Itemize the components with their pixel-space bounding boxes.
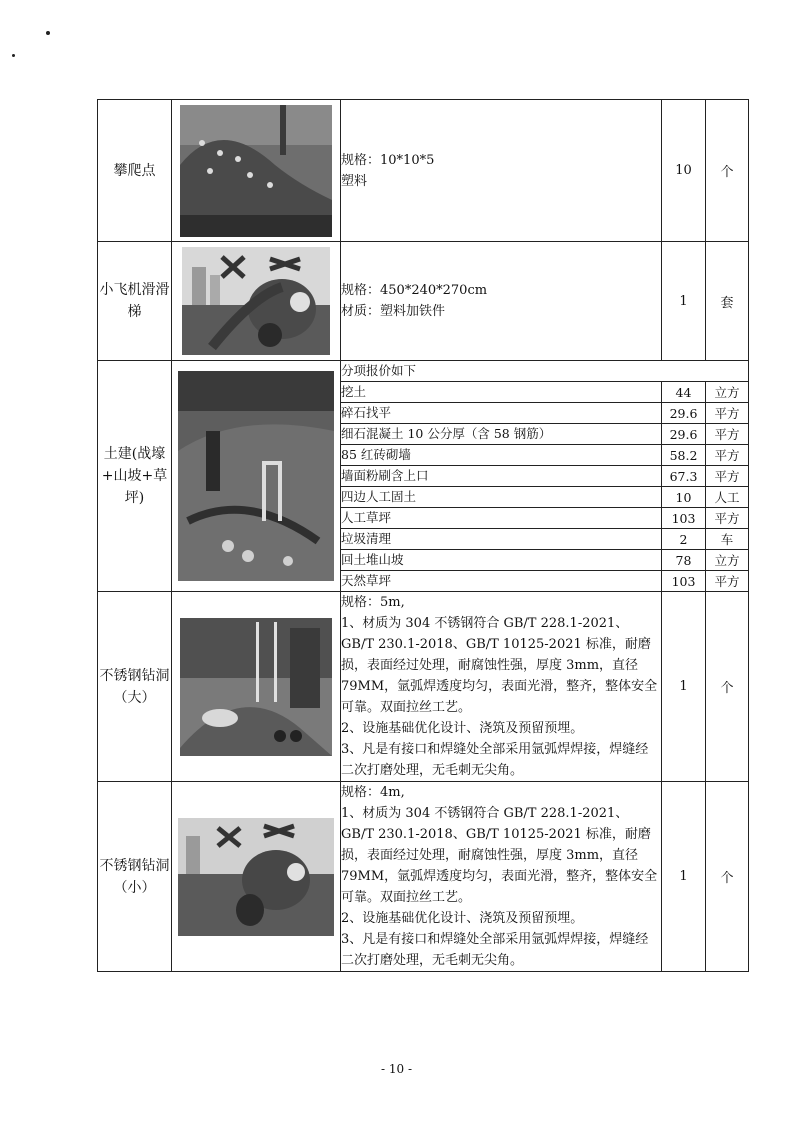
item-qty: 1: [662, 242, 706, 361]
sub-item-unit: 立方: [706, 382, 749, 403]
sub-item-label: 人工草坪: [341, 508, 662, 529]
table-row: [98, 592, 749, 782]
item-name: 不锈钢钻洞（小）: [98, 782, 172, 972]
sub-item-qty: 78: [662, 550, 706, 571]
sub-item-qty: 29.6: [662, 424, 706, 445]
sub-item-unit: 平方: [706, 403, 749, 424]
sub-item-unit: 平方: [706, 445, 749, 466]
spec-line: 3、凡是有接口和焊缝处全部采用氩弧焊焊接，焊缝经二次打磨处理，无毛刺无尖角。: [341, 742, 649, 778]
item-name: 土建(战壕+山坡+草坪): [98, 361, 172, 592]
spec-line: 3、凡是有接口和焊缝处全部采用氩弧焊焊接，焊缝经二次打磨处理，无毛刺无尖角。: [341, 932, 649, 968]
spec-line: 1、材质为 304 不锈钢符合 GB/T 228.1-2021、GB/T 230.1-2018、GB/T 10125-2021 标准，耐磨损，表面经过处理，耐腐蚀性强，厚度 3mm，直径 79MM，氩弧焊透度均匀，表面光滑，整齐，整体安全可靠。双面拉丝工艺。: [341, 806, 658, 905]
tunnel-small-photo: [172, 782, 341, 972]
sub-item-unit: 平方: [706, 508, 749, 529]
sub-header: 分项报价如下: [341, 361, 749, 382]
spec-line: 塑料: [341, 173, 368, 189]
spec-line: 规格：4m,: [341, 785, 405, 800]
sub-item-qty: 44: [662, 382, 706, 403]
sub-item-qty: 103: [662, 508, 706, 529]
sub-item-qty: 29.6: [662, 403, 706, 424]
spec-line: 1、材质为 304 不锈钢符合 GB/T 228.1-2021、GB/T 230.1-2018、GB/T 10125-2021 标准，耐磨损，表面经过处理，耐腐蚀性强，厚度 3mm，直径 79MM，氩弧焊透度均匀，表面光滑，整齐，整体安全可靠。双面拉丝工艺。: [341, 616, 658, 715]
scan-mark-dot: [46, 31, 50, 35]
table-row: [98, 242, 749, 361]
spec-line: 规格：450*240*270cm: [341, 283, 488, 298]
spec-line: 规格：5m,: [341, 595, 405, 610]
airplane-slide-photo: [172, 242, 341, 361]
sub-item-label: 回土堆山坡: [341, 550, 662, 571]
sub-item-label: 细石混凝土 10 公分厚（含 58 钢筋）: [341, 424, 662, 445]
item-name: 攀爬点: [98, 100, 172, 242]
item-unit: 个: [706, 592, 749, 782]
item-unit: 个: [706, 100, 749, 242]
sub-item-label: 85 红砖砌墙: [341, 445, 662, 466]
item-unit: 套: [706, 242, 749, 361]
item-spec: [341, 592, 662, 782]
spec-line: 2、设施基础优化设计、浇筑及预留预埋。: [341, 721, 584, 736]
sub-item-qty: 67.3: [662, 466, 706, 487]
sub-item-unit: 平方: [706, 571, 749, 592]
climbing-rocks-photo: [172, 100, 341, 242]
spec-line: 材质：塑料加铁件: [341, 304, 446, 319]
sub-item-unit: 人工: [706, 487, 749, 508]
table-row: [98, 782, 749, 972]
item-name: 小飞机滑滑梯: [98, 242, 172, 361]
item-qty: 1: [662, 782, 706, 972]
sub-item-label: 挖土: [341, 382, 662, 403]
sub-item-qty: 103: [662, 571, 706, 592]
tunnel-large-photo: [172, 592, 341, 782]
item-spec: [341, 242, 662, 361]
quotation-table: [97, 99, 749, 972]
scan-mark-dot: [12, 54, 15, 57]
spec-line: 2、设施基础优化设计、浇筑及预留预埋。: [341, 911, 584, 926]
sub-item-qty: 2: [662, 529, 706, 550]
sub-item-unit: 平方: [706, 424, 749, 445]
item-qty: 10: [662, 100, 706, 242]
sub-item-label: 垃圾清理: [341, 529, 662, 550]
playground-site-photo: [172, 361, 341, 592]
sub-item-qty: 58.2: [662, 445, 706, 466]
spec-line: 规格：10*10*5: [341, 152, 435, 168]
item-name: 不锈钢钻洞（大）: [98, 592, 172, 782]
sub-item-label: 四边人工固土: [341, 487, 662, 508]
page-number: - 10 -: [380, 1062, 412, 1076]
item-qty: 1: [662, 592, 706, 782]
item-unit: 个: [706, 782, 749, 972]
sub-item-unit: 车: [706, 529, 749, 550]
sub-item-label: 天然草坪: [341, 571, 662, 592]
sub-item-label: 碎石找平: [341, 403, 662, 424]
table-row: [98, 100, 749, 242]
table-row: [98, 361, 749, 382]
sub-item-unit: 立方: [706, 550, 749, 571]
sub-item-unit: 平方: [706, 466, 749, 487]
item-spec: [341, 100, 662, 242]
item-spec: [341, 782, 662, 972]
sub-item-qty: 10: [662, 487, 706, 508]
sub-item-label: 墙面粉刷含上口: [341, 466, 662, 487]
